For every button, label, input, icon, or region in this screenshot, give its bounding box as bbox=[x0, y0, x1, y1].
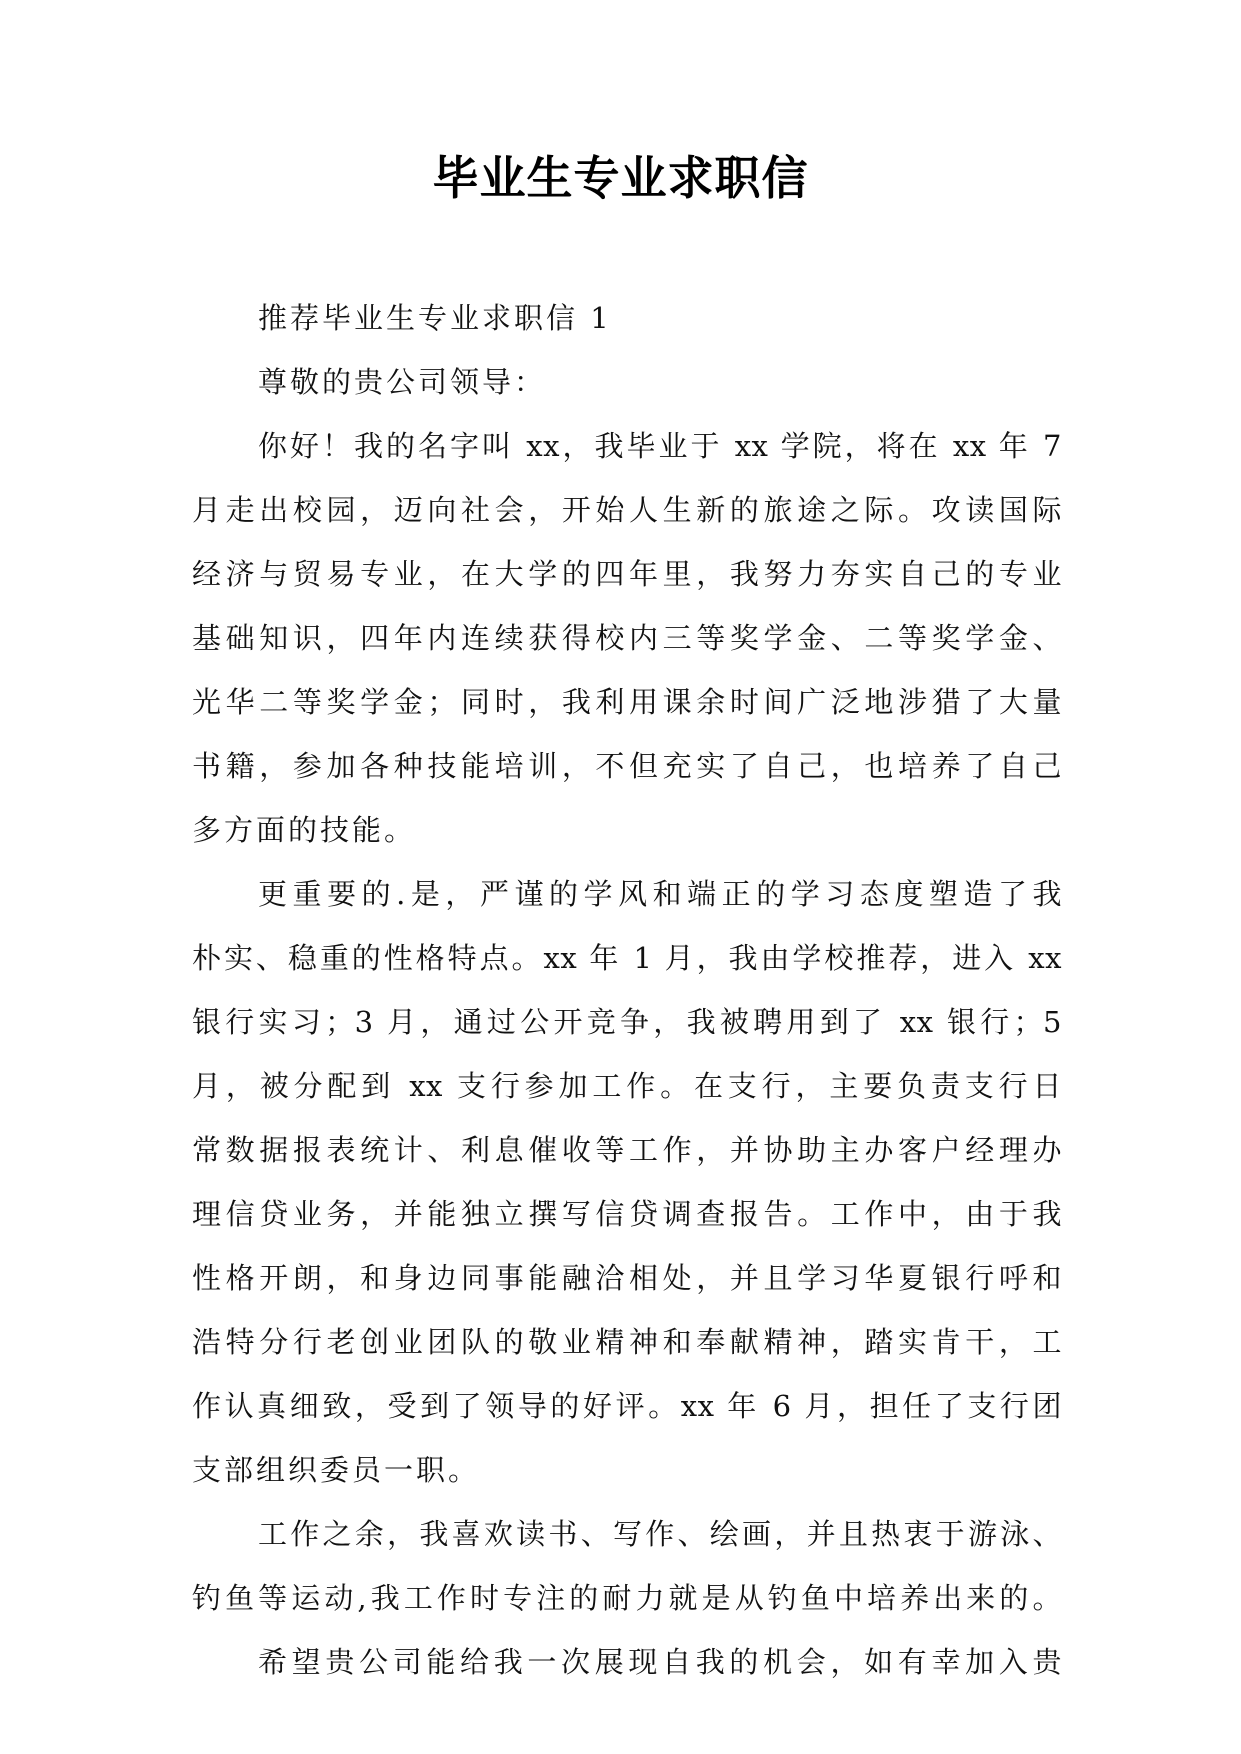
text-line: 尊敬的贵公司领导： bbox=[258, 365, 547, 399]
text-line: 性格开朗，和身边同事能融洽相处，并且学习华夏银行呼和 bbox=[192, 1261, 1062, 1295]
text-line: 推荐毕业生专业求职信 1 bbox=[258, 301, 612, 335]
text-line: 更重要的.是，严谨的学风和端正的学习态度塑造了我 bbox=[258, 877, 1062, 911]
text-line: 多方面的技能。 bbox=[192, 813, 417, 847]
text-line: 书籍，参加各种技能培训，不但充实了自己，也培养了自己 bbox=[192, 749, 1062, 783]
text-line: 光华二等奖学金；同时，我利用课余时间广泛地涉猎了大量 bbox=[192, 685, 1062, 719]
document-body bbox=[192, 286, 1062, 1694]
text-line: 钓鱼等运动,我工作时专注的耐力就是从钓鱼中培养出来的。 bbox=[192, 1581, 1062, 1615]
text-line: 常数据报表统计、利息催收等工作，并协助主办客户经理办 bbox=[192, 1133, 1062, 1167]
text-line: 浩特分行老创业团队的敬业精神和奉献精神，踏实肯干，工 bbox=[192, 1325, 1062, 1359]
text-line: 月走出校园，迈向社会，开始人生新的旅途之际。攻读国际 bbox=[192, 493, 1062, 527]
text-line: 工作之余，我喜欢读书、写作、绘画，并且热衷于游泳、 bbox=[258, 1517, 1062, 1551]
text-line: 支部组织委员一职。 bbox=[192, 1453, 481, 1487]
text-line: 月，被分配到 xx 支行参加工作。在支行，主要负责支行日 bbox=[192, 1069, 1062, 1103]
document-title: 毕业生专业求职信 bbox=[432, 151, 809, 205]
text-line: 作认真细致，受到了领导的好评。xx 年 6 月，担任了支行团 bbox=[192, 1389, 1062, 1423]
text-line: 理信贷业务，并能独立撰写信贷调查报告。工作中，由于我 bbox=[192, 1197, 1062, 1231]
text-line: 基础知识，四年内连续获得校内三等奖学金、二等奖学金、 bbox=[192, 621, 1062, 655]
text-line: 银行实习；3 月，通过公开竞争，我被聘用到了 xx 银行；5 bbox=[192, 1005, 1062, 1039]
text-line: 朴实、稳重的性格特点。xx 年 1 月，我由学校推荐，进入 xx bbox=[192, 941, 1062, 975]
text-line: 希望贵公司能给我一次展现自我的机会，如有幸加入贵 bbox=[258, 1645, 1062, 1679]
text-line: 经济与贸易专业，在大学的四年里，我努力夯实自己的专业 bbox=[192, 557, 1062, 591]
text-line: 你好！我的名字叫 xx，我毕业于 xx 学院，将在 xx 年 7 bbox=[258, 429, 1062, 463]
